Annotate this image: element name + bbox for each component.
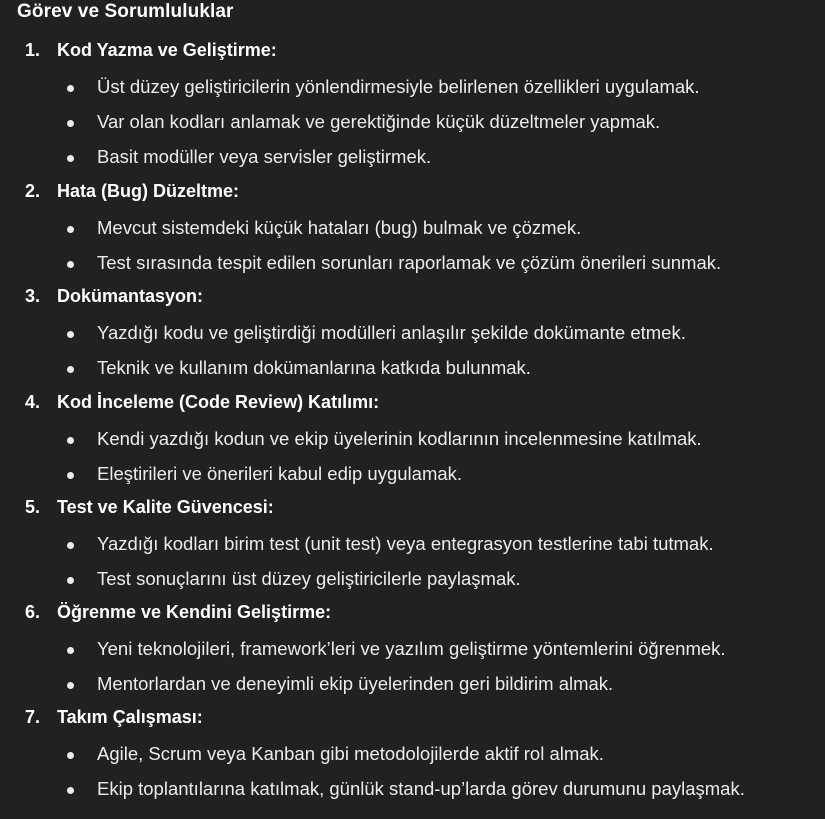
bullet-icon <box>67 226 74 233</box>
list-item-text: Test sonuçlarını üst düzey geliştiricilerle paylaşmak. <box>97 568 521 589</box>
list-item-text: Kendi yazdığı kodun ve ekip üyelerinin kodlarının incelenmesine katılmak. <box>97 428 702 449</box>
bullet-icon <box>67 787 74 794</box>
section-heading-text: Öğrenme ve Kendini Geliştirme: <box>57 602 332 622</box>
bullet-icon <box>67 261 74 268</box>
list-item-text: Yazdığı kodu ve geliştirdiği modülleri anlaşılır şekilde dokümante etmek. <box>97 322 686 343</box>
list-item-text: Test sırasında tespit edilen sorunları raporlamak ve çözüm önerileri sunmak. <box>97 252 722 273</box>
list-item-text: Üst düzey geliştiricilerin yönlendirmesiyle belirlenen özellikleri uygulamak. <box>97 76 700 97</box>
bullet-icon <box>67 682 74 689</box>
list-item-text: Ekip toplantılarına katılmak, günlük stand-up’larda görev durumunu paylaşmak. <box>97 778 745 799</box>
section-heading-text: Kod İnceleme (Code Review) Katılımı: <box>57 392 380 412</box>
list-item-text: Agile, Scrum veya Kanban gibi metodolojilerde aktif rol almak. <box>97 743 604 764</box>
bullet-icon <box>67 437 74 444</box>
section-heading-text: Hata (Bug) Düzeltme: <box>57 181 240 201</box>
section-heading-text: Takım Çalışması: <box>57 707 203 727</box>
bullet-icon <box>67 85 74 92</box>
section-heading-text: Dokümantasyon: <box>57 286 204 306</box>
list-item-text: Mevcut sistemdeki küçük hataları (bug) bulmak ve çözmek. <box>97 217 582 238</box>
bullet-icon <box>67 331 74 338</box>
bullet-icon <box>67 647 74 654</box>
bullet-icon <box>67 752 74 759</box>
list-item-text: Teknik ve kullanım dokümanlarına katkıda bulunmak. <box>97 357 531 378</box>
bullet-icon <box>67 366 74 373</box>
section-number: 7. <box>25 707 41 727</box>
list-item-text: Var olan kodları anlamak ve gerektiğinde küçük düzeltmeler yapmak. <box>97 111 661 132</box>
list-item-text: Basit modüller veya servisler geliştirmek. <box>97 146 432 167</box>
bullet-icon <box>67 577 74 584</box>
bullet-icon <box>67 120 74 127</box>
page-title: Görev ve Sorumluluklar <box>17 1 234 22</box>
list-item-text: Eleştirileri ve önerileri kabul edip uygulamak. <box>97 463 463 484</box>
list-item-text: Mentorlardan ve deneyimli ekip üyelerinden geri bildirim almak. <box>97 673 614 694</box>
section-heading-text: Test ve Kalite Güvencesi: <box>57 497 274 517</box>
bullet-icon <box>67 472 74 479</box>
list-item-text: Yazdığı kodları birim test (unit test) veya entegrasyon testlerine tabi tutmak. <box>97 533 714 554</box>
section-number: 2. <box>25 181 41 201</box>
list-item-text: Yeni teknolojileri, framework’leri ve yazılım geliştirme yöntemlerini öğrenmek. <box>97 638 726 659</box>
section-heading-text: Kod Yazma ve Geliştirme: <box>57 40 277 60</box>
bullet-icon <box>67 155 74 162</box>
section-number: 6. <box>25 602 41 622</box>
section-number: 1. <box>25 40 41 60</box>
section-number: 3. <box>25 286 41 306</box>
section-number: 4. <box>25 392 41 412</box>
section-number: 5. <box>25 497 41 517</box>
bullet-icon <box>67 542 74 549</box>
